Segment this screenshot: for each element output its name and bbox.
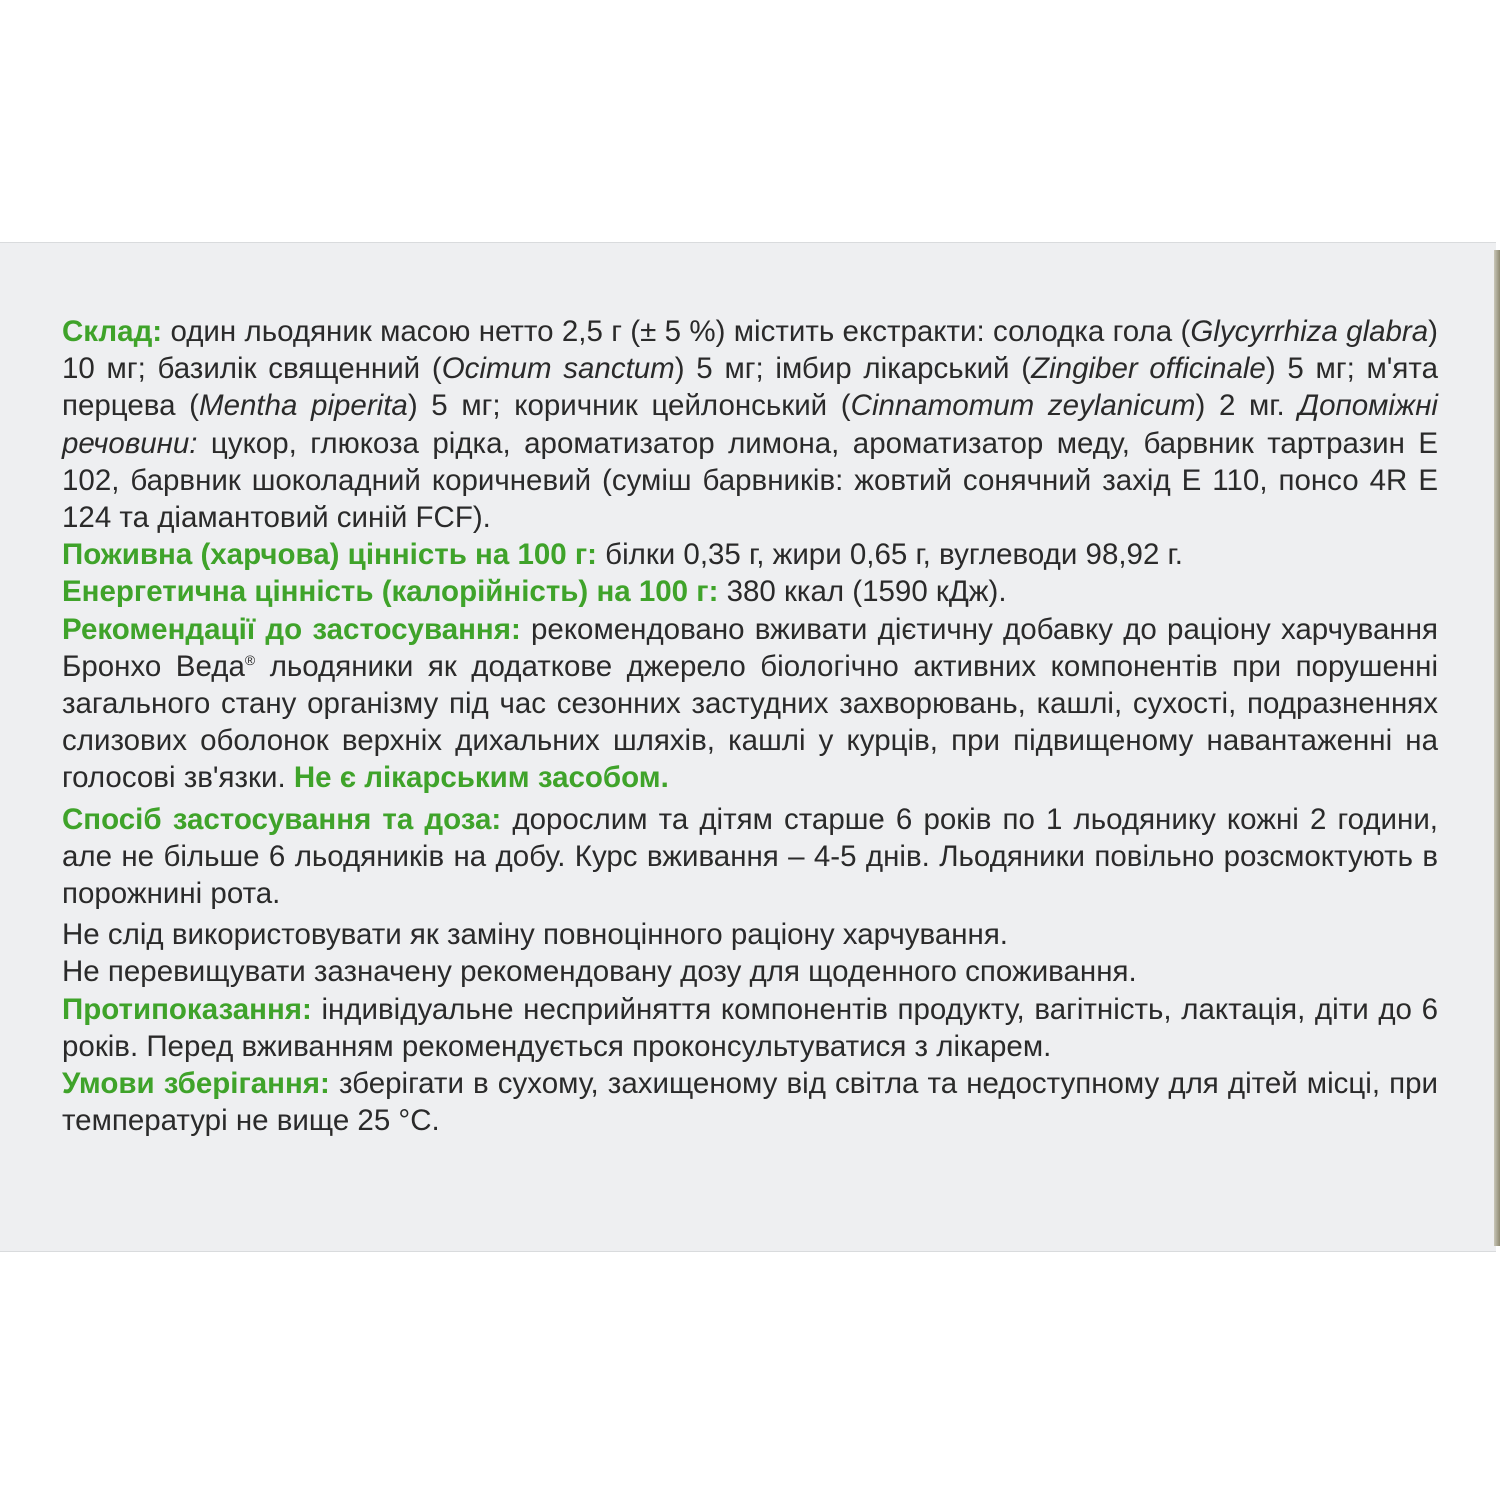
dosage-paragraph: Спосіб застосування та доза: дорослим та дітям старше 6 років по 1 льодянику кожні 2 години, але не більше 6 льодяників на добу. Курс вживання – 4-5 днів. Льодяники повільно розсмоктують в порожнині рота. — [62, 802, 1438, 911]
composition-label: Склад: — [62, 315, 163, 348]
dosage-label: Спосіб застосування та доза: — [62, 802, 502, 836]
recommendations-label: Рекомендації до застосування: — [62, 612, 521, 646]
recommendations-paragraph: Рекомендації до застосування: рекомендовано вживати дієтичну добавку до раціону харчування Бронхо Веда® льодяники як додаткове джерело біологічно активних компонентів при порушенні загального стану організму під час сезонних застудних захворювань, кашлі, сухості, подразненнях слизових оболонок верхніх дихальних шляхів, кашлі у курців, при підвищеному навантаженні на голосові зв'язки. Не є лікарським засобом. — [62, 612, 1438, 795]
storage-paragraph: Умови зберігання: зберігати в сухому, захищеному від світла та недоступному для дітей місці, при температурі не вище 25 °C. — [62, 1067, 1438, 1138]
not-medicine-warning: Не є лікарським засобом. — [293, 761, 669, 795]
storage-label: Умови зберігання: — [62, 1067, 330, 1101]
label-text-block — [62, 313, 1438, 1139]
composition-paragraph: Склад: один льодяник масою нетто 2,5 г (± 5 %) містить екстракти: солодка гола (Glycyrrhiza glabra) 10 мг; базилік священний (Ocimum sanctum) 5 мг; імбир лікарський (Zingiber officinale) 5 мг; м'ята перцева (Mentha piperita) 5 мг; коричник цейлонський (Cinnamomum zeylanicum) 2 мг. Допоміжні речовини: цукор, глюкоза рідка, ароматизатор лимона, ароматизатор меду, барвник тартразин Е 102, барвник шоколадний коричневий (суміш барвників: жовтий сонячний захід Е 110, понсо 4R Е 124 та діамантовий синій FCF). — [62, 315, 1438, 535]
nutrition-paragraph: Поживна (харчова) цінність на 100 г: білки 0,35 г, жири 0,65 г, вуглеводи 98,92 г. — [62, 538, 1183, 572]
contraindications-label: Протипоказання: — [62, 992, 312, 1026]
contraindications-paragraph: Протипоказання: індивідуальне несприйняття компонентів продукту, вагітність, лактація, діти до 6 років. Перед вживанням рекомендується проконсультуватися з лікарем. — [62, 992, 1438, 1063]
note-paragraph: Не слід використовувати як заміну повноцінного раціону харчування. — [62, 918, 1009, 952]
note-paragraph: Не перевищувати зазначену рекомендовану дозу для щоденного споживання. — [62, 955, 1137, 989]
energy-paragraph: Енергетична цінність (калорійність) на 100 г: 380 ккал (1590 кДж). — [62, 575, 1007, 609]
nutrition-label: Поживна (харчова) цінність на 100 г: — [62, 538, 597, 572]
registered-mark: ® — [244, 652, 256, 668]
energy-label: Енергетична цінність (калорійність) на 100 г: — [62, 575, 719, 609]
package-edge — [1494, 250, 1500, 1246]
